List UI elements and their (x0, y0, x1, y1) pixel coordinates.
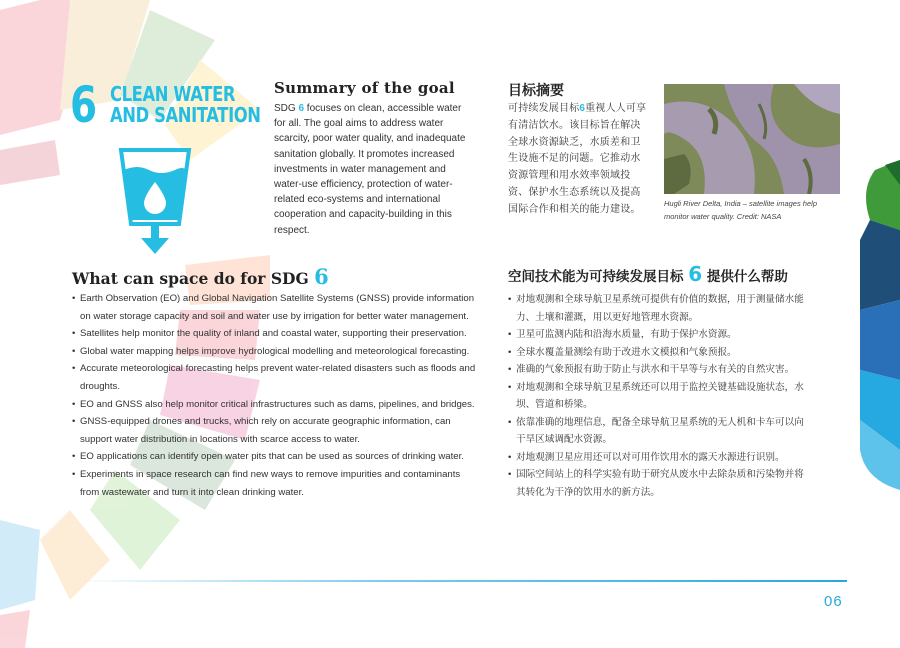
zh-space-section-title (508, 262, 788, 286)
summary-body (274, 101, 474, 238)
sdg-logo-title-line1: CLEAN WATER (110, 82, 236, 106)
page-number: 06 (824, 593, 843, 610)
space-section-title-text: What can space do for SDG (72, 269, 315, 288)
list-item: • 全球水覆盖量测绘有助于改进水文模拟和气象预报。 (508, 344, 813, 362)
water-glass-drop-icon (117, 148, 193, 256)
list-item: • 卫星可监测内陆和沿海水质量，有助于保护水资源。 (508, 326, 813, 344)
list-item: • EO and GNSS also help monitor critical infrastructures such as dams, pipelines, and bridges. (72, 396, 482, 414)
list-item: • EO applications can identify open water pits that can be used as sources of drinking water. (72, 448, 482, 466)
zh-summary-title: 目标摘要 (508, 83, 564, 99)
space-bullet-list (72, 290, 482, 501)
zh-summary-sdg-number: 6 (579, 103, 586, 114)
summary-sdg-number: 6 (298, 103, 305, 114)
list-item: • 对地观测和全球导航卫星系统还可以用于监控关键基础设施状态，水坝、管道和桥梁。 (508, 379, 813, 414)
list-item: • Earth Observation (EO) and Global Navigation Satellite Systems (GNSS) provide information on water storage capacity and soil and water use by irrigation for better water management. (72, 290, 482, 325)
zh-space-title-number: 6 (688, 262, 703, 286)
list-item: • 依靠准确的地理信息，配备全球导航卫星系统的无人机和卡车可以向干旱区域调配水资源。 (508, 414, 813, 449)
zh-space-bullet-list (508, 291, 813, 501)
list-item: • 对地观测和全球导航卫星系统可提供有价值的数据，用于测量储水能力、土壤和灌溉，用以更好地管理水资源。 (508, 291, 813, 326)
list-item: • Satellites help monitor the quality of inland and coastal water, supporting their preservation. (72, 325, 482, 343)
summary-title: Summary of the goal (274, 79, 455, 97)
sdg-logo-number: 6 (70, 76, 98, 134)
zh-space-title-after: 提供什么帮助 (702, 269, 788, 285)
list-item: • Accurate meteorological forecasting helps prevent water-related disasters such as floods and droughts. (72, 360, 482, 395)
list-item: • Experiments in space research can find new ways to remove impurities and contaminants from wastewater and turn it into clean drinking water. (72, 466, 482, 501)
footer-divider (72, 580, 847, 582)
list-item: • 国际空间站上的科学实验有助于研究从废水中去除杂质和污染物并将其转化为干净的饮用水的新方法。 (508, 466, 813, 501)
photo-caption: Hugli River Delta, India – satellite images help monitor water quality. Credit: NASA (664, 199, 817, 221)
zh-summary-body-before: 可持续发展目标 (508, 103, 580, 114)
zh-summary-body (508, 101, 650, 219)
space-section-title-number: 6 (314, 264, 329, 289)
right-edge-decoration (860, 160, 900, 490)
list-item: • Global water mapping helps improve hydrological modelling and meteorological forecasting. (72, 343, 482, 361)
list-item: • 准确的气象预报有助于防止与洪水和干旱等与水有关的自然灾害。 (508, 361, 813, 379)
zh-space-title-before: 空间技术能为可持续发展目标 (508, 269, 689, 285)
sdg-logo-title (110, 84, 261, 126)
zh-summary-body-after: 重视人人可享有清洁饮水。该目标旨在解决全球水资源缺乏，水质差和卫生设施不足的问题。它推动水资源管理和用水效率领域投资、保护水生态系统以及提高国际合作和相关的能力建设。 (508, 103, 647, 215)
satellite-photo (664, 84, 840, 194)
space-section-title (72, 264, 329, 289)
list-item: • GNSS-equipped drones and trucks, which rely on accurate geographic information, can support water distribution in locations with scarce access to water. (72, 413, 482, 448)
summary-sdg-prefix: SDG (274, 103, 296, 114)
summary-body-text: focuses on clean, accessible water for all. The goal aims to address water scarcity, poor water quality, and inadequate sanitation globally. It promotes increased investments in water management and water-use efficiency, protection of water-related eco-systems and international cooperation and capacity-building in this respect. (274, 103, 466, 236)
list-item: • 对地观测卫星应用还可以对可用作饮用水的露天水源进行识别。 (508, 449, 813, 467)
sdg-logo-title-line2: AND SANITATION (110, 103, 261, 127)
